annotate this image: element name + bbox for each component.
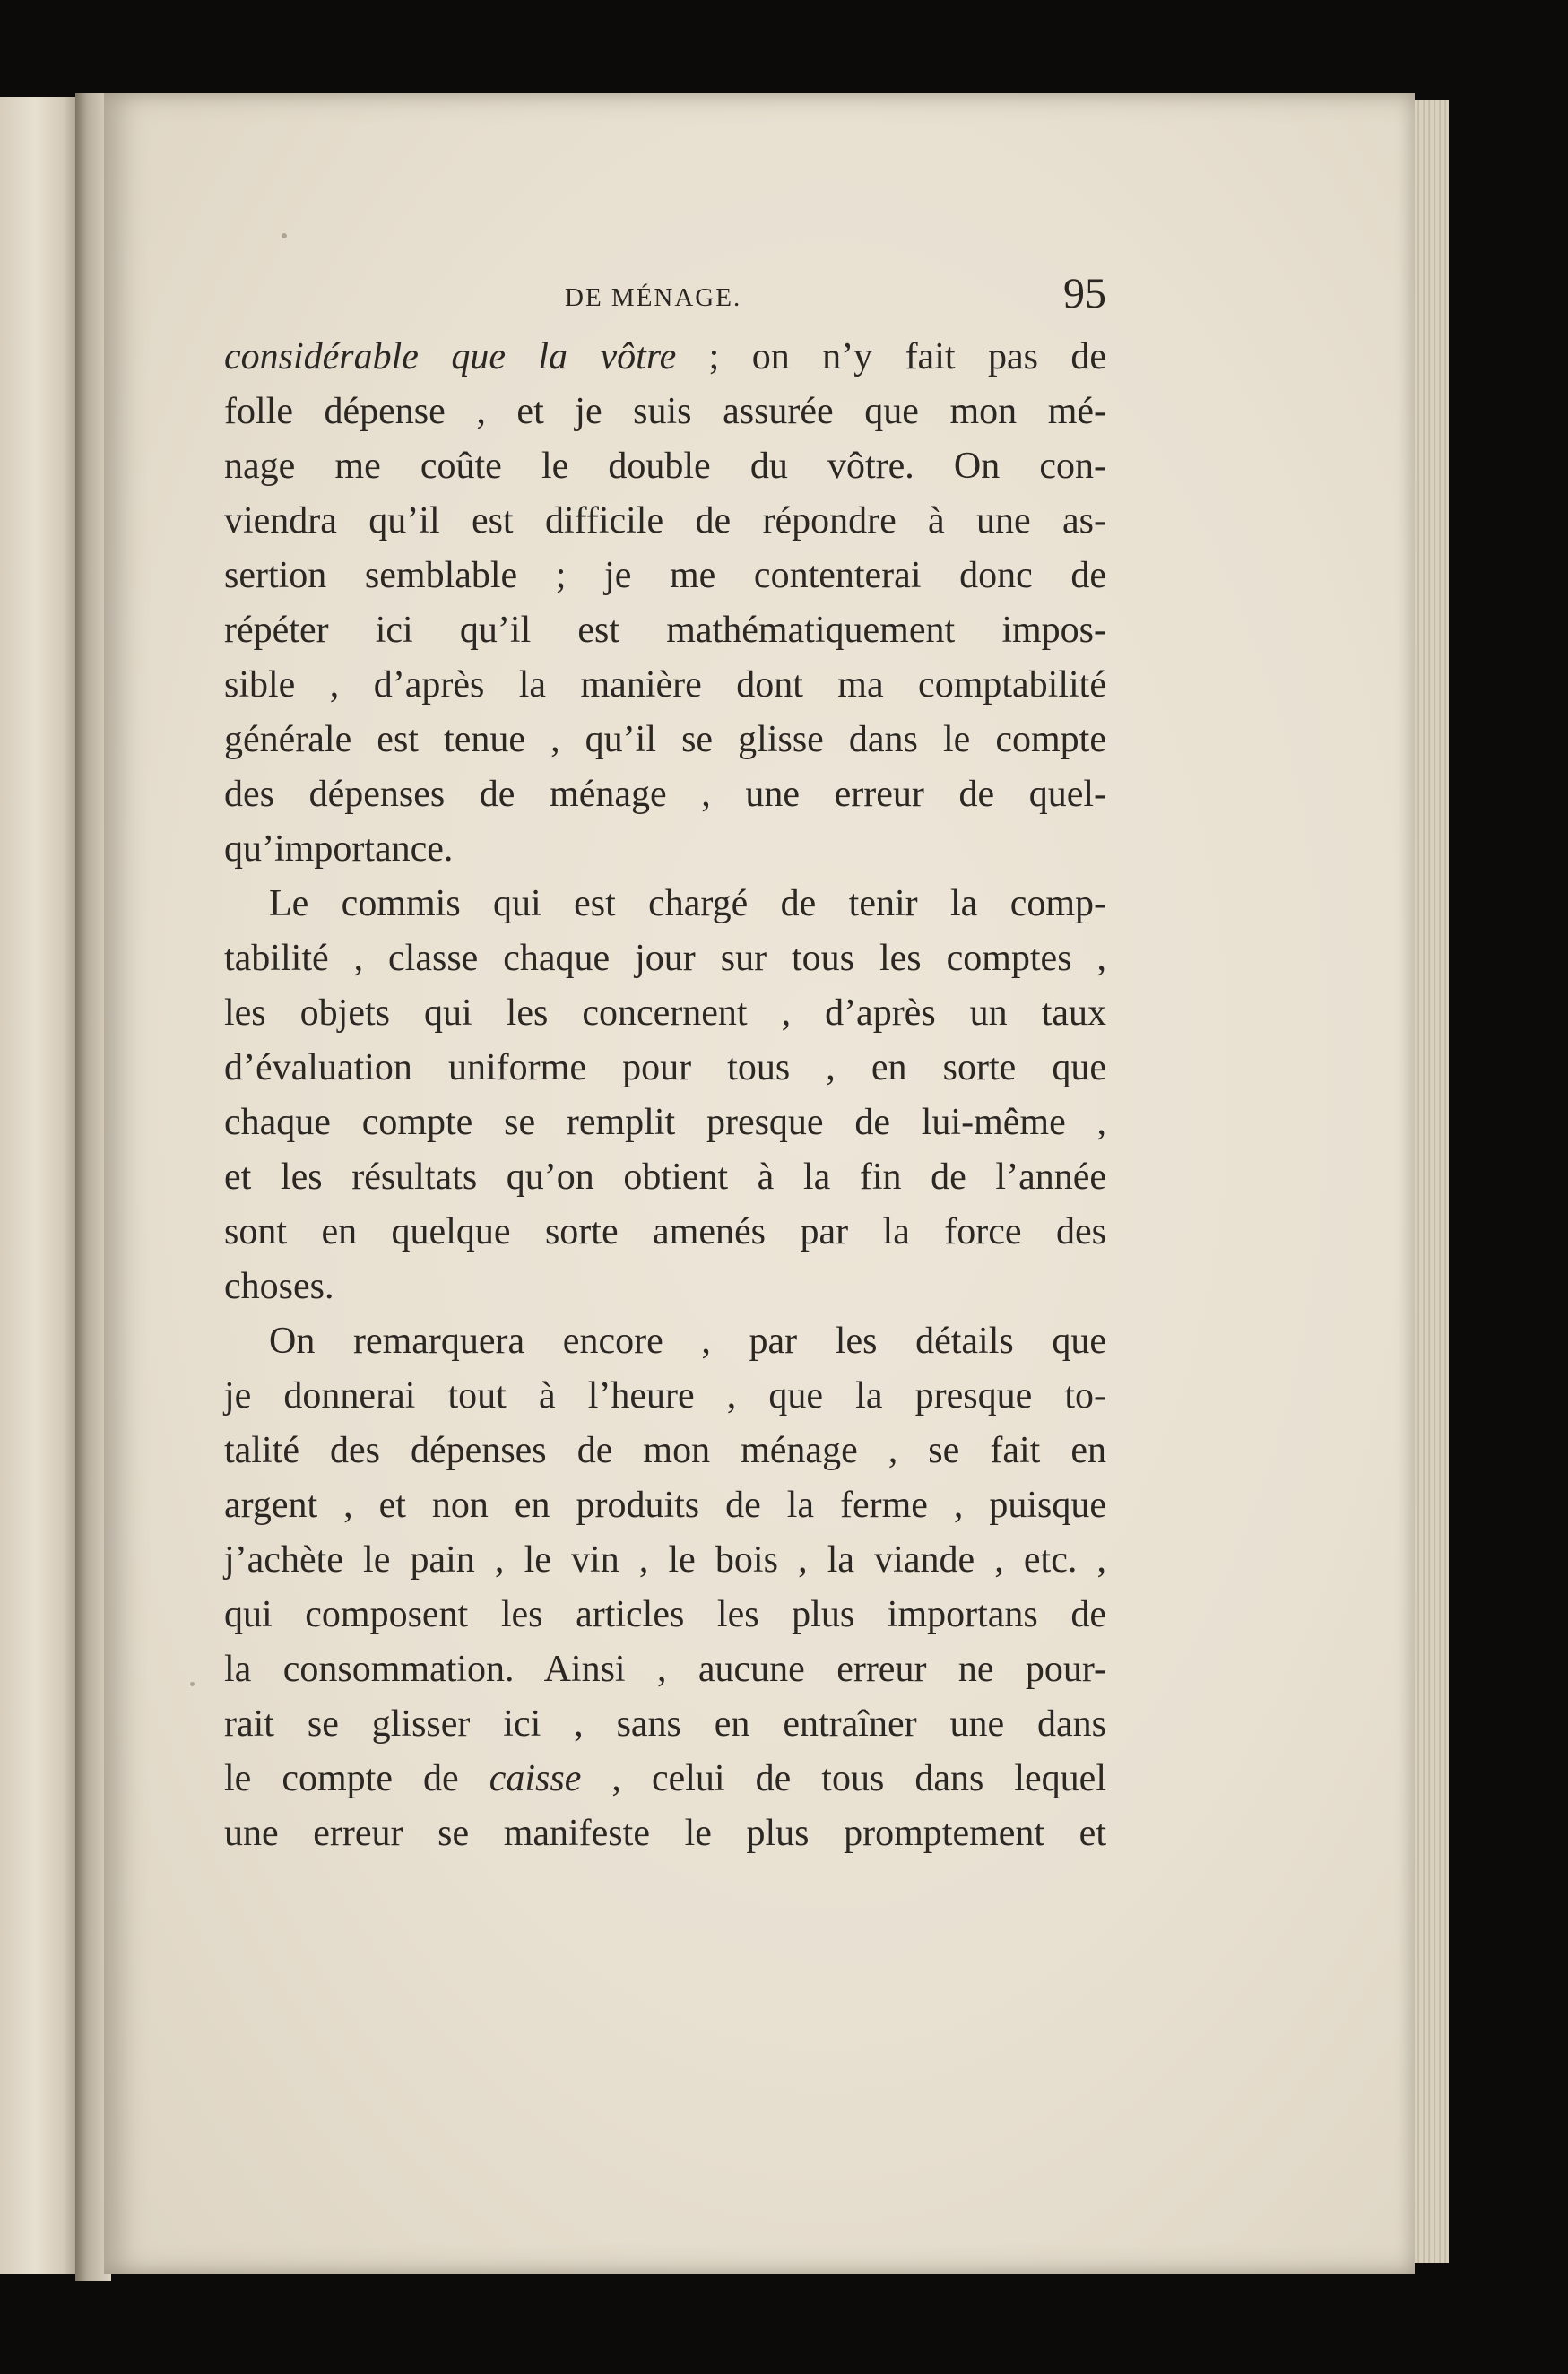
paragraph [224, 1314, 1106, 1861]
text-line [224, 1041, 1106, 1096]
text-run: et les résultats qu’on obtient à la fin de l’année [224, 1157, 1106, 1198]
text-line [224, 439, 1106, 494]
text-run: rait se glisser ici , sans en entraîner une dans [224, 1703, 1106, 1745]
text-run: le compte de [224, 1758, 489, 1799]
text-line [224, 385, 1106, 439]
text-line [224, 1096, 1106, 1150]
text-run: nage me coûte le double du vôtre. On con- [224, 446, 1106, 487]
paragraph [224, 877, 1106, 1314]
paper-speck [282, 233, 287, 238]
text-line [224, 494, 1106, 549]
text-run: j’achète le pain , le vin , le bois , la viande , etc. , [224, 1539, 1106, 1581]
page-header [224, 270, 1106, 319]
text-run: répéter ici qu’il est mathématiquement impos- [224, 610, 1106, 651]
text-line [224, 986, 1106, 1041]
text-line [224, 767, 1106, 822]
text-run: générale est tenue , qu’il se glisse dans le compte [224, 719, 1106, 760]
text-line [224, 1314, 1106, 1369]
text-line [224, 330, 1106, 385]
text-line [224, 1369, 1106, 1424]
text-line [224, 1697, 1106, 1752]
text-run: d’évaluation uniforme pour tous , en sorte que [224, 1047, 1106, 1088]
text-line [224, 1752, 1106, 1806]
text-run: viendra qu’il est difficile de répondre à une as- [224, 500, 1106, 542]
text-run: folle dépense , et je suis assurée que mon mé- [224, 391, 1106, 432]
text-run: qu’importance. [224, 828, 454, 870]
text-run: sertion semblable ; je me contenterai donc de [224, 555, 1106, 596]
text-run: On remarquera encore , par les détails que [269, 1321, 1106, 1362]
text-run: argent , et non en produits de la ferme , puisque [224, 1485, 1106, 1526]
text-line [224, 1642, 1106, 1697]
text-line [224, 1478, 1106, 1533]
text-line [224, 931, 1106, 986]
text-line [224, 1150, 1106, 1205]
text-line [224, 1260, 1106, 1314]
text-line [224, 1424, 1106, 1478]
text-line [224, 603, 1106, 658]
text-line [224, 1588, 1106, 1642]
text-line [224, 658, 1106, 713]
text-run: une erreur se manifeste le plus promptement et [224, 1813, 1106, 1854]
italic-text: caisse [489, 1758, 582, 1799]
text-run: tabilité , classe chaque jour sur tous les comptes , [224, 938, 1106, 979]
text-run: les objets qui les concernent , d’après un taux [224, 992, 1106, 1034]
running-head: DE MÉNAGE. [565, 283, 742, 312]
page-number: 95 [1063, 270, 1106, 317]
text-line [224, 1806, 1106, 1861]
text-line [224, 877, 1106, 931]
text-run: ; on n’y fait pas de [676, 336, 1106, 377]
text-line [224, 1205, 1106, 1260]
text-run: talité des dépenses de mon ménage , se fait en [224, 1430, 1106, 1471]
paper-speck [190, 1682, 195, 1686]
text-run: choses. [224, 1266, 334, 1307]
text-line [224, 1533, 1106, 1588]
text-run: Le commis qui est chargé de tenir la comp- [269, 883, 1106, 924]
text-run: , celui de tous dans lequel [581, 1758, 1106, 1799]
text-run: la consommation. Ainsi , aucune erreur ne pour- [224, 1649, 1106, 1690]
text-line [224, 713, 1106, 767]
text-run: qui composent les articles les plus importans de [224, 1594, 1106, 1635]
italic-text: considérable que la vôtre [224, 336, 677, 377]
text-run: sible , d’après la manière dont ma comptabilité [224, 664, 1106, 706]
text-run: sont en quelque sorte amenés par la force des [224, 1211, 1106, 1252]
text-run: des dépenses de ménage , une erreur de quel- [224, 774, 1106, 815]
body-text [224, 330, 1106, 1861]
paragraph [224, 330, 1106, 877]
text-run: chaque compte se remplit presque de lui-même , [224, 1102, 1106, 1143]
text-run: je donnerai tout à l’heure , que la presque to- [224, 1375, 1106, 1417]
facing-page-edge [0, 97, 79, 2274]
text-line [224, 822, 1106, 877]
text-line [224, 549, 1106, 603]
